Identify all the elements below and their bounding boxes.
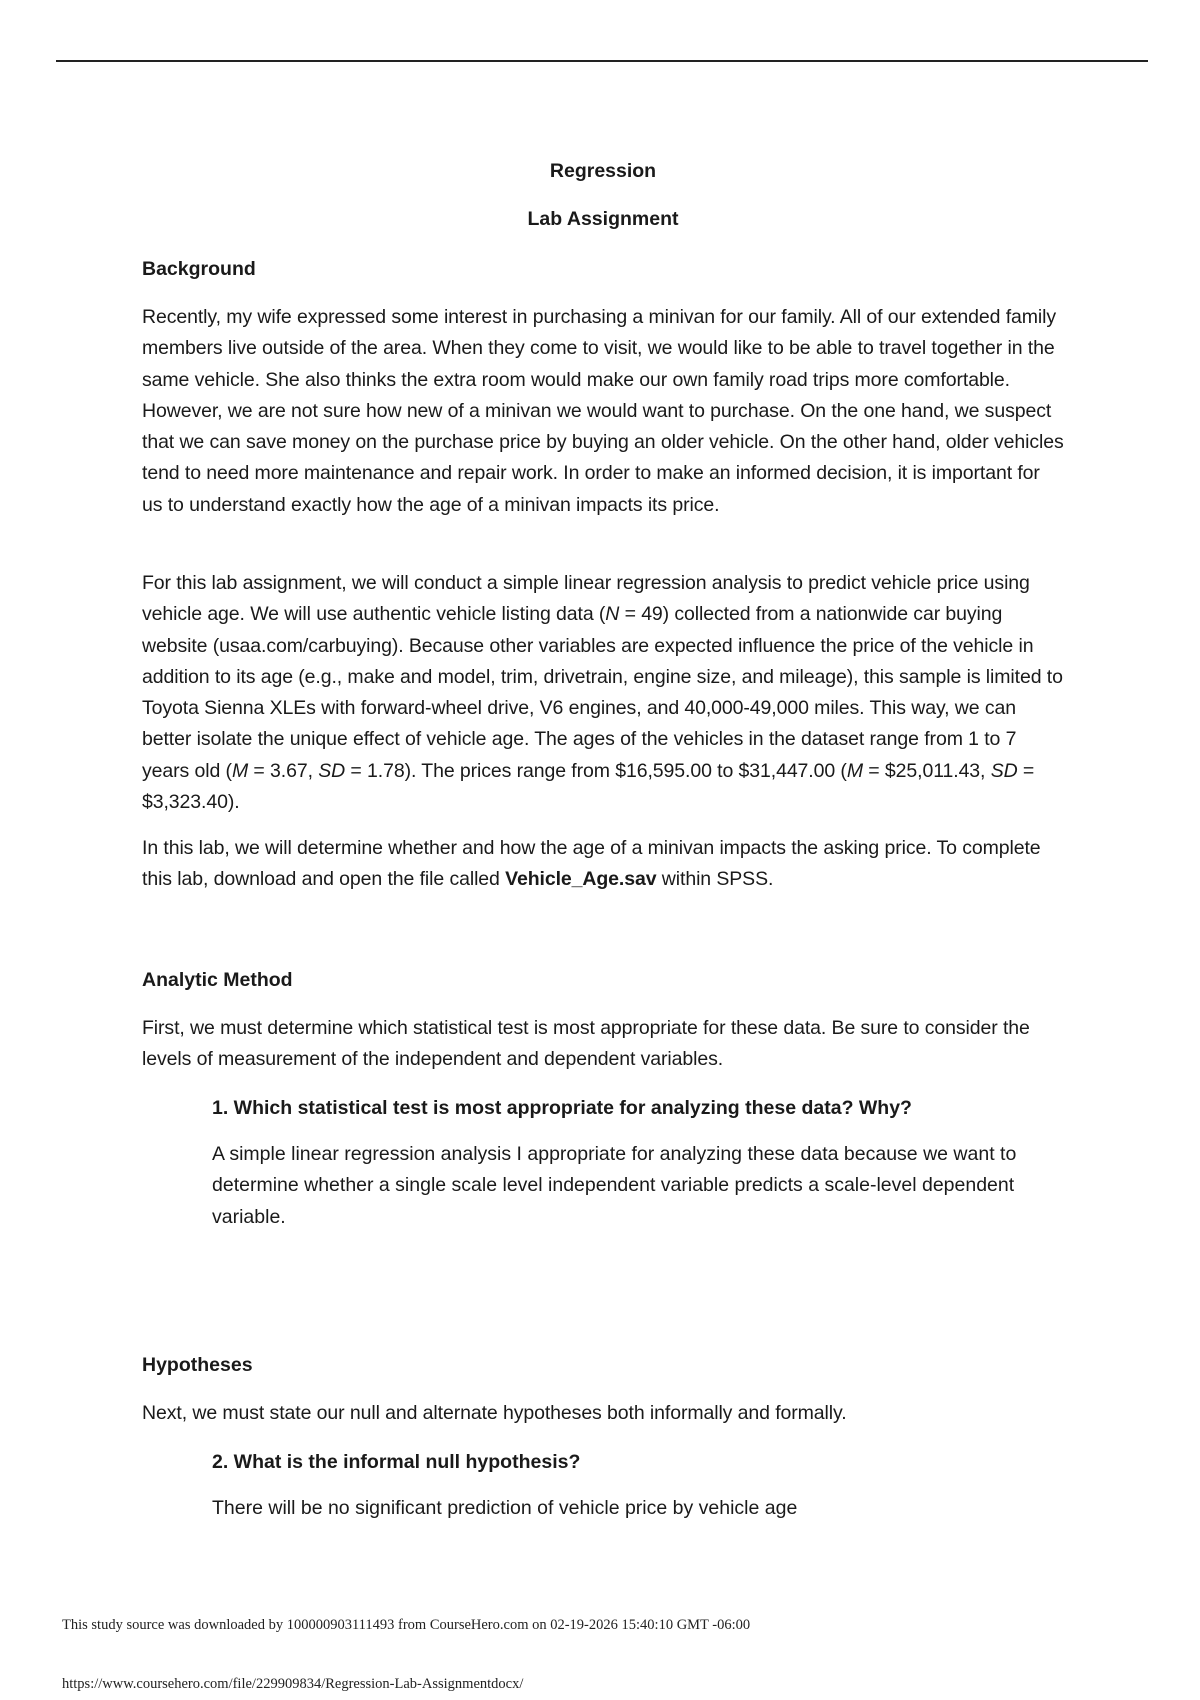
source-url[interactable]: https://www.coursehero.com/file/229909834/Regression-Lab-Assignmentdocx/: [62, 1676, 524, 1692]
answer-2: There will be no significant prediction of vehicle price by vehicle age: [212, 1497, 798, 1519]
background-paragraph-3: In this lab, we will determine whether and how the age of a minivan impacts the asking price. To complete this lab, download and open the file called Vehicle_Age.sav within SPSS.: [142, 837, 1041, 891]
hypotheses-heading: Hypotheses: [142, 1354, 253, 1376]
document-subtitle: Lab Assignment: [527, 208, 679, 230]
background-heading: Background: [142, 258, 256, 280]
document-title: Regression: [549, 160, 657, 182]
hypotheses-paragraph: Next, we must state our null and alternate hypotheses both informally and formally.: [142, 1402, 847, 1424]
top-divider: [56, 60, 1148, 62]
background-paragraph-2: For this lab assignment, we will conduct a simple linear regression analysis to predict vehicle price using vehicle age. We will use authentic vehicle listing data (N = 49) collected from a nationwide car buying website (usaa.com/carbuying). Because other variables are expected influence the price of the vehicle in addition to its age (e.g., make and model, trim, drivetrain, engine size, and mileage), this sample is limited to Toyota Sienna XLEs with forward-wheel drive, V6 engines, and 40,000-49,000 miles. This way, we can better isolate the unique effect of vehicle age. The ages of the vehicles in the dataset range from 1 to 7 years old (M = 3.67, SD = 1.78). The prices range from $16,595.00 to $31,447.00 (M = $25,011.43, SD = $3,323.40).: [142, 572, 1063, 814]
analytic-method-heading: Analytic Method: [142, 969, 293, 991]
analytic-method-paragraph: First, we must determine which statistical test is most appropriate for these data. Be sure to consider the levels of measurement of the independent and dependent variables.: [142, 1017, 1030, 1071]
download-notice: This study source was downloaded by 100000903111493 from CourseHero.com on 02-19-2026 15:40:10 GMT -06:00: [62, 1617, 751, 1633]
spss-file-name: Vehicle_Age.sav: [505, 868, 657, 891]
question-1: 1. Which statistical test is most appropriate for analyzing these data? Why?: [212, 1097, 912, 1119]
answer-1: A simple linear regression analysis I appropriate for analyzing these data because we want to determine whether a single scale level independent variable predicts a scale-level dependent variable.: [212, 1143, 1017, 1228]
question-2: 2. What is the informal null hypothesis?: [212, 1451, 581, 1473]
background-paragraph-1: Recently, my wife expressed some interest in purchasing a minivan for our family. All of our extended family members live outside of the area. When they come to visit, we would like to be able to travel together in the same vehicle. She also thinks the extra room would make our own family road trips more comfortable. However, we are not sure how new of a minivan we would want to purchase. On the one hand, we suspect that we can save money on the purchase price by buying an older vehicle. On the other hand, older vehicles tend to need more maintenance and repair work. In order to make an informed decision, it is important for us to understand exactly how the age of a minivan impacts its price.: [142, 306, 1064, 516]
